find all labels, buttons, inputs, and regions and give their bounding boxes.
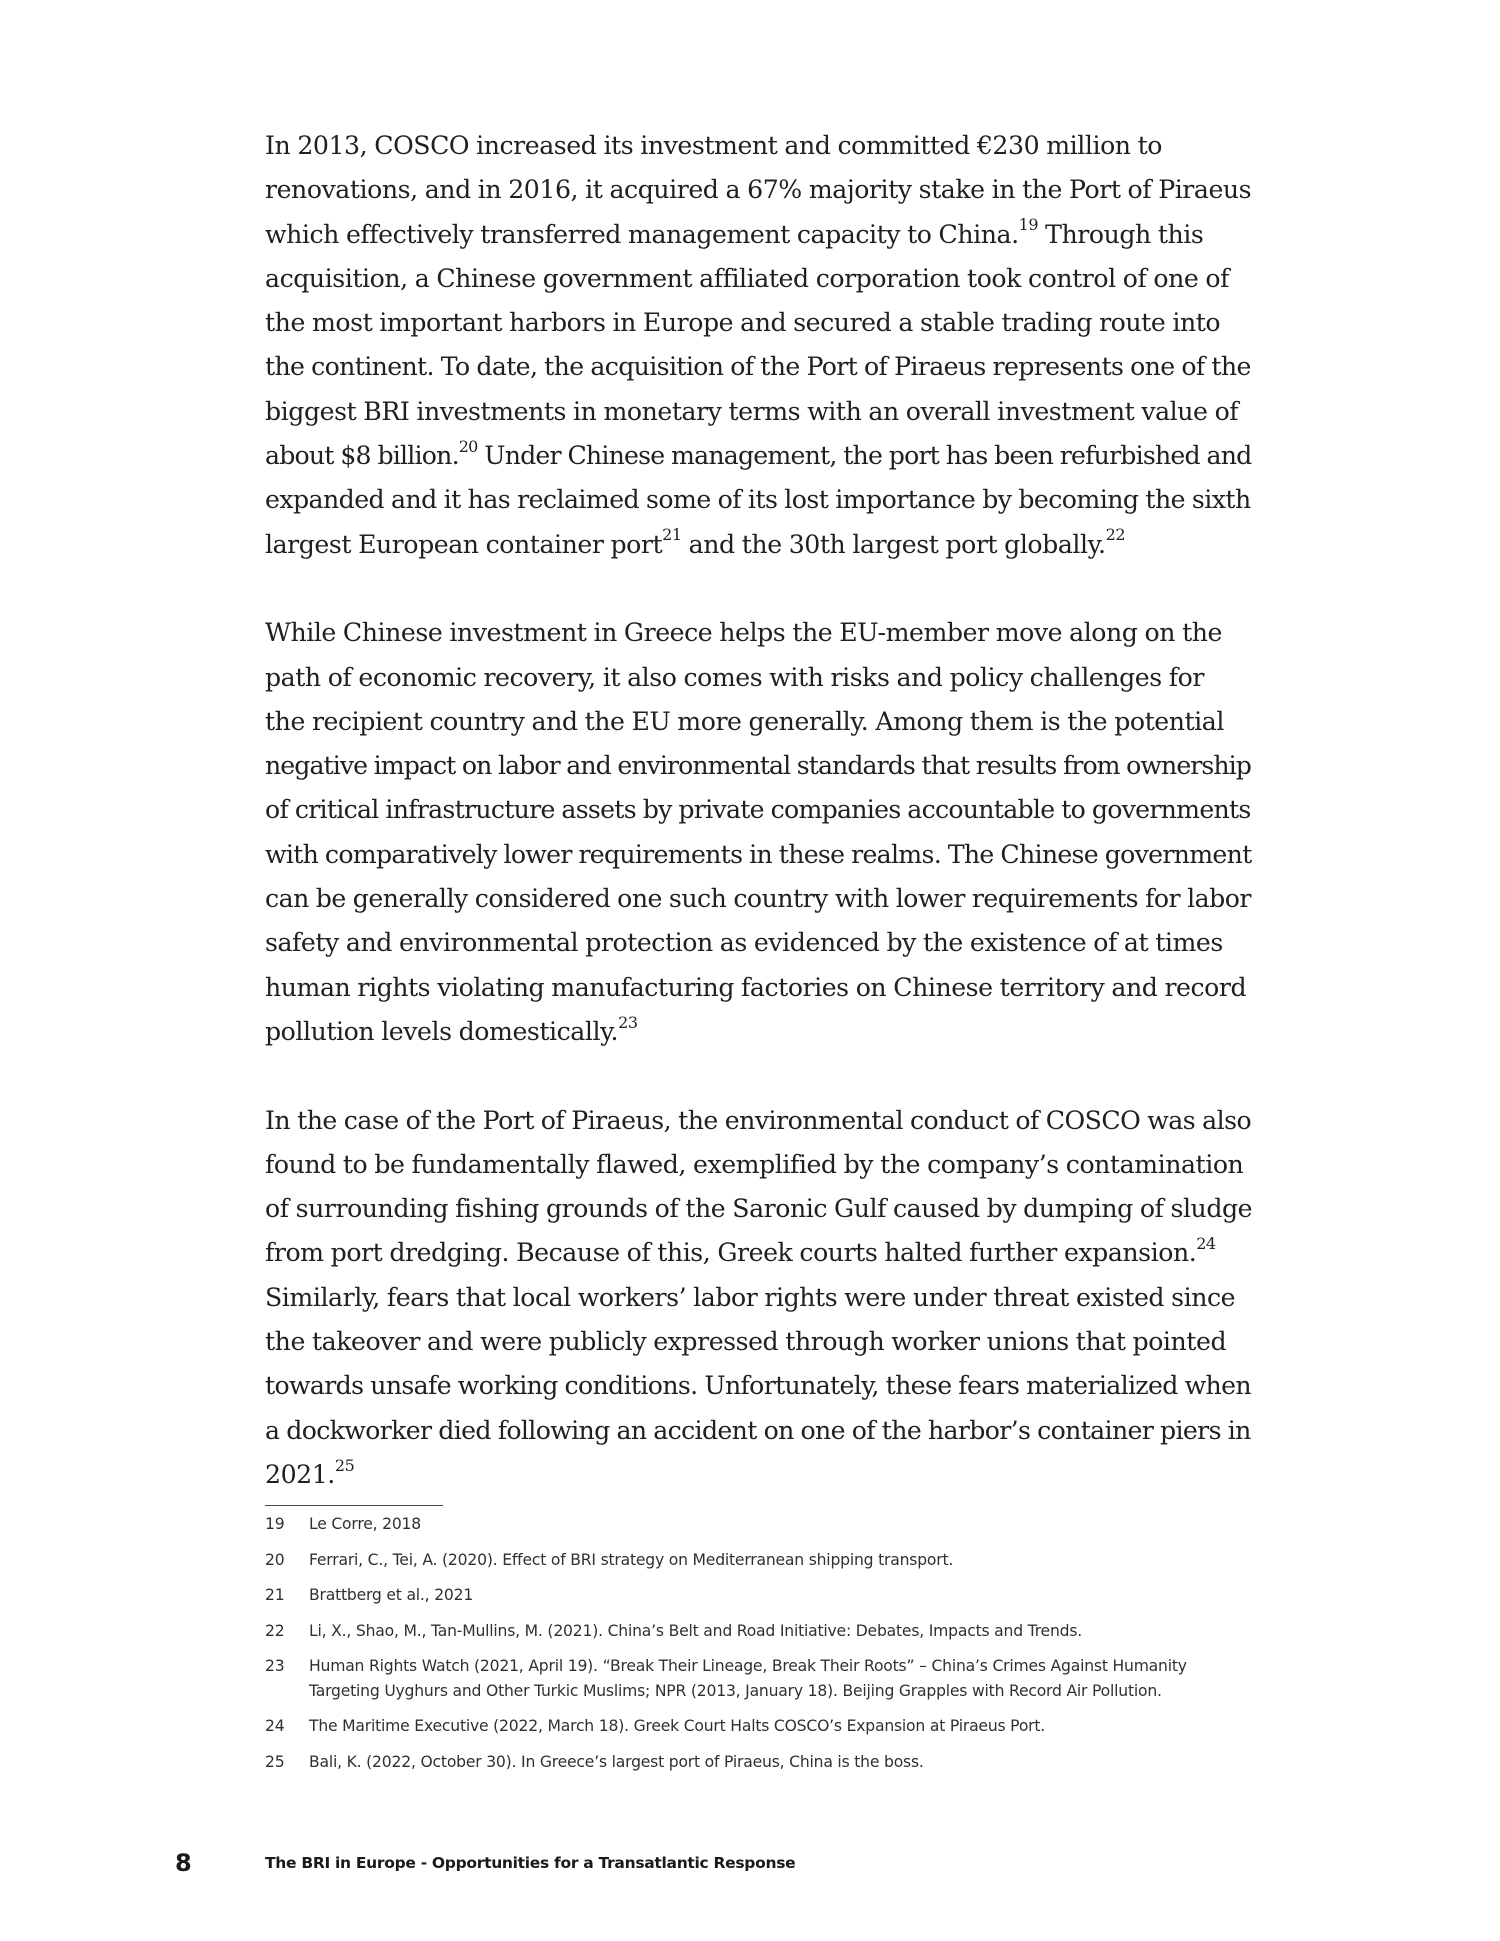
footnote-reference[interactable]: 24 <box>1196 1234 1216 1254</box>
footnote-text <box>309 1512 1265 1537</box>
text-line <box>265 1276 1255 1320</box>
footnote <box>265 1750 1265 1775</box>
text-line <box>265 390 1255 434</box>
footnote-line: Targeting Uyghurs and Other Turkic Muslims; NPR (2013, January 18). Beijing Grapples with Record Air Pollution. <box>309 1681 1162 1700</box>
text-line <box>265 833 1255 877</box>
footnote-line: Li, X., Shao, M., Tan-Mullins, M. (2021). China’s Belt and Road Initiative: Debates, Impacts and Trends. <box>309 1621 1083 1640</box>
text-run: the recipient country and the EU more generally. Among them is the potential <box>265 706 1224 736</box>
footnote-number: 24 <box>265 1717 285 1735</box>
text-line <box>265 257 1255 301</box>
text-line <box>265 1143 1255 1187</box>
paragraph <box>265 1099 1255 1498</box>
text-run: human rights violating manufacturing factories on Chinese territory and record <box>265 972 1247 1002</box>
text-run: acquisition, a Chinese government affiliated corporation took control of one of <box>265 263 1229 293</box>
footnote-number: 20 <box>265 1550 285 1569</box>
text-line <box>265 1320 1255 1364</box>
footnote-reference[interactable]: 20 <box>458 436 478 456</box>
text-run: found to be fundamentally flawed, exemplified by the company’s contamination <box>265 1149 1244 1179</box>
footnote-line: The Maritime Executive (2022, March 18). Greek Court Halts COSCO’s Expansion at Piraeus Port. <box>309 1717 1046 1735</box>
text-line <box>265 124 1255 168</box>
footnote-number: 23 <box>265 1657 285 1675</box>
text-run: a dockworker died following an accident on one of the harbor’s container piers in <box>265 1415 1251 1445</box>
footnote <box>265 1714 1265 1739</box>
footnote-line: Bali, K. (2022, October 30). In Greece’s largest port of Piraeus, China is the boss. <box>309 1752 924 1771</box>
text-run: safety and environmental protection as evidenced by the existence of at times <box>265 928 1223 958</box>
text-line <box>265 1099 1255 1143</box>
footnote-reference[interactable]: 23 <box>618 1012 638 1032</box>
text-run: Through this <box>1038 219 1204 249</box>
text-run: which effectively transferred management capacity to China. <box>265 219 1019 249</box>
footnote-line: Ferrari, C., Tei, A. (2020). Effect of BRI strategy on Mediterranean shipping transport. <box>309 1550 954 1569</box>
text-run: the most important harbors in Europe and secured a stable trading route into <box>265 308 1221 338</box>
footnote-divider <box>265 1505 443 1506</box>
text-line <box>265 168 1255 212</box>
footnotes <box>265 1512 1265 1785</box>
footnote-text <box>309 1654 1265 1703</box>
text-run: about $8 billion. <box>265 441 459 471</box>
text-run: largest European container port <box>265 529 663 559</box>
text-line <box>265 1010 1255 1054</box>
text-run: renovations, and in 2016, it acquired a 67% majority stake in the Port of Piraeus <box>265 175 1252 205</box>
footnote-reference[interactable]: 19 <box>1018 215 1039 235</box>
text-line <box>265 744 1255 788</box>
footnote-text <box>309 1548 1265 1573</box>
text-line <box>265 478 1255 522</box>
text-run: While Chinese investment in Greece helps the EU-member move along on the <box>265 618 1222 648</box>
running-title: The BRI in Europe - Opportunities for a Transatlantic Response <box>265 1854 796 1872</box>
text-run: the takeover and were publicly expressed through worker unions that pointed <box>265 1327 1227 1357</box>
text-line <box>265 213 1255 257</box>
text-run: Similarly, fears that local workers’ labor rights were under threat existed since <box>265 1282 1236 1312</box>
text-line <box>265 301 1255 345</box>
text-line <box>265 1187 1255 1231</box>
text-run: and the 30th largest port globally. <box>681 529 1106 559</box>
text-run: with comparatively lower requirements in these realms. The Chinese government <box>265 839 1252 869</box>
text-line <box>265 700 1255 744</box>
text-line <box>265 523 1255 567</box>
text-run: Under Chinese management, the port has been refurbished and <box>477 441 1252 471</box>
footnote-reference[interactable]: 22 <box>1105 525 1126 545</box>
footnote <box>265 1654 1265 1703</box>
text-line <box>265 1409 1255 1453</box>
text-line <box>265 656 1255 700</box>
text-run: towards unsafe working conditions. Unfortunately, these fears materialized when <box>265 1371 1251 1401</box>
footnote <box>265 1619 1265 1644</box>
footnote-number: 25 <box>265 1752 285 1771</box>
text-line <box>265 966 1255 1010</box>
footnote-line: Human Rights Watch (2021, April 19). “Break Their Lineage, Break Their Roots” – China’s Crimes Against Humanity <box>309 1657 1187 1675</box>
text-line <box>265 611 1255 655</box>
text-line <box>265 1364 1255 1408</box>
footnote-text <box>309 1619 1265 1644</box>
text-line <box>265 434 1255 478</box>
text-run: from port dredging. Because of this, Greek courts halted further expansion. <box>265 1238 1197 1268</box>
page-number: 8 <box>175 1849 192 1877</box>
paragraph <box>265 611 1255 1054</box>
page-footer <box>0 1849 1500 1879</box>
text-line <box>265 1231 1255 1275</box>
body-text <box>265 124 1255 1542</box>
footnote-line: Le Corre, 2018 <box>309 1515 421 1533</box>
footnote-number: 21 <box>265 1586 285 1604</box>
footnote <box>265 1512 1265 1537</box>
footnote <box>265 1548 1265 1573</box>
text-run: of critical infrastructure assets by private companies accountable to governments <box>265 795 1251 825</box>
footnote-reference[interactable]: 25 <box>334 1455 355 1475</box>
footnote-reference[interactable]: 21 <box>662 525 682 545</box>
footnote-number: 19 <box>265 1515 285 1533</box>
text-run: 2021. <box>265 1459 335 1489</box>
footnote-number: 22 <box>265 1621 285 1640</box>
text-run: expanded and it has reclaimed some of its lost importance by becoming the sixth <box>265 485 1251 515</box>
footnote-line: Brattberg et al., 2021 <box>309 1586 474 1604</box>
text-run: In 2013, COSCO increased its investment and committed €230 million to <box>265 131 1162 160</box>
text-run: the continent. To date, the acquisition of the Port of Piraeus represents one of the <box>265 352 1251 382</box>
paragraph <box>265 124 1255 567</box>
text-run: pollution levels domestically. <box>265 1016 619 1046</box>
footnote-text <box>309 1714 1265 1739</box>
text-run: of surrounding fishing grounds of the Saronic Gulf caused by dumping of sludge <box>265 1194 1253 1224</box>
footnote-text <box>309 1583 1265 1608</box>
text-line <box>265 1453 1255 1497</box>
footnote <box>265 1583 1265 1608</box>
text-run: can be generally considered one such country with lower requirements for labor <box>265 884 1251 914</box>
text-line <box>265 921 1255 965</box>
text-run: In the case of the Port of Piraeus, the environmental conduct of COSCO was also <box>265 1105 1252 1135</box>
text-run: negative impact on labor and environmental standards that results from ownership <box>265 751 1251 781</box>
footnote-text <box>309 1750 1265 1775</box>
text-run: biggest BRI investments in monetary terms with an overall investment value of <box>265 396 1239 426</box>
text-line <box>265 788 1255 832</box>
text-line <box>265 877 1255 921</box>
text-line <box>265 345 1255 389</box>
text-run: path of economic recovery, it also comes with risks and policy challenges for <box>265 662 1204 692</box>
